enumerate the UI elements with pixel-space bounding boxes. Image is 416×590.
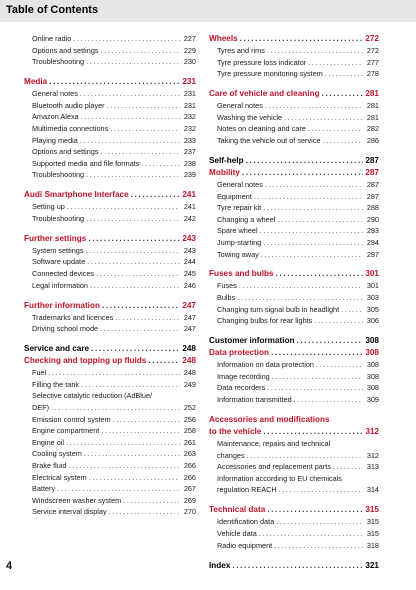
toc-entry[interactable]: Tyre pressure loss indicator ..... 277 (209, 57, 379, 69)
toc-entry[interactable]: Connected devices ..... 245 (24, 268, 196, 280)
toc-entry[interactable]: Bluetooth audio player ..... 231 (24, 100, 196, 112)
toc-entry[interactable]: Bulbs ..... 303 (209, 292, 379, 304)
toc-section-heading[interactable]: Wheels ..... 272 (209, 33, 379, 45)
toc-entry[interactable]: Changing a wheel ..... 290 (209, 214, 379, 226)
toc-entry[interactable]: Maintenance, repairs and technical (217, 439, 331, 449)
toc-entry[interactable]: Taking the vehicle out of service ..... 286 (209, 135, 379, 147)
toc-entry[interactable]: Data recorders ..... 308 (209, 382, 379, 394)
toc-entry[interactable]: Spare wheel ..... 293 (209, 225, 379, 237)
toc-section-heading[interactable]: Audi Smartphone Interface ..... 241 (24, 189, 196, 201)
toc-entry[interactable]: Equipment ..... 287 (209, 191, 379, 203)
toc-entry[interactable]: Options and settings ..... 229 (24, 45, 196, 57)
toc-entry[interactable]: Windscreen washer system ..... 269 (24, 495, 196, 507)
toc-chapter-heading[interactable]: Customer information ..... 308 (209, 335, 379, 347)
toc-entry[interactable]: Changing turn signal bulb in headlight ..... 305 (209, 304, 379, 316)
toc-entry[interactable]: Information on data protection ..... 308 (209, 359, 379, 371)
page-number: 4 (6, 560, 13, 572)
toc-entry[interactable]: Washing the vehicle ..... 281 (209, 112, 379, 124)
toc-entry[interactable]: Multimedia connections ..... 232 (24, 123, 196, 135)
toc-entry[interactable]: Troubleshooting ..... 239 (24, 169, 196, 181)
toc-section-heading[interactable]: Further information ..... 247 (24, 300, 196, 312)
toc-entry[interactable]: Amazon Alexa ..... 232 (24, 111, 196, 123)
toc-entry[interactable]: Notes on cleaning and care ..... 282 (209, 123, 379, 135)
toc-entry[interactable]: Playing media ..... 233 (24, 135, 196, 147)
toc-entry[interactable]: General notes ..... 287 (209, 179, 379, 191)
toc-section-heading[interactable]: Data protection ..... 308 (209, 347, 379, 359)
toc-entry[interactable]: Cooling system ..... 263 (24, 448, 196, 460)
toc-entry[interactable]: Electrical system ..... 266 (24, 472, 196, 484)
toc-entry[interactable]: Tyre repair kit ..... 288 (209, 202, 379, 214)
toc-entry[interactable]: Troubleshooting ..... 242 (24, 213, 196, 225)
toc-section-heading[interactable]: Fuses and bulbs ..... 301 (209, 268, 379, 280)
toc-entry[interactable]: Fuel ..... 248 (24, 367, 196, 379)
toc-entry[interactable]: Battery ..... 267 (24, 483, 196, 495)
toc-entry[interactable]: Filling the tank ..... 249 (24, 379, 196, 391)
toc-entry[interactable]: Towing away ..... 297 (209, 249, 379, 261)
toc-entry[interactable]: Trademarks and licences ..... 247 (24, 312, 196, 324)
toc-entry[interactable]: Online radio ..... 227 (24, 33, 196, 45)
toc-section-heading[interactable]: Accessories and modifications (209, 415, 330, 425)
toc-entry-continued[interactable]: regulation REACH ..... 314 (209, 484, 379, 496)
toc-entry[interactable]: Options and settings ..... 237 (24, 146, 196, 158)
toc-entry[interactable]: Software update ..... 244 (24, 256, 196, 268)
toc-entry[interactable]: Supported media and file formats ..... 238 (24, 158, 196, 170)
toc-entry[interactable]: Tyres and rims ..... 272 (209, 45, 379, 57)
toc-entry[interactable]: Tyre pressure monitoring system ..... 278 (209, 68, 379, 80)
toc-section-heading-continued[interactable]: to the vehicle ..... 312 (209, 426, 379, 438)
toc-entry[interactable]: Fuses ..... 301 (209, 280, 379, 292)
toc-entry[interactable]: Information according to EU chemicals (217, 473, 342, 483)
toc-section-heading[interactable]: Care of vehicle and cleaning ..... 281 (209, 88, 379, 100)
toc-section-heading[interactable]: Media ..... 231 (24, 76, 196, 88)
toc-entry[interactable]: Changing bulbs for rear lights ..... 306 (209, 315, 379, 327)
toc-entry[interactable]: Engine compartment ..... 258 (24, 425, 196, 437)
toc-entry[interactable]: Legal information ..... 246 (24, 280, 196, 292)
toc-entry[interactable]: System settings ..... 243 (24, 245, 196, 257)
toc-column-left (24, 33, 196, 518)
toc-chapter-heading[interactable]: Self-help ..... 287 (209, 155, 379, 167)
toc-chapter-heading[interactable]: Index ..... 321 (209, 560, 379, 572)
toc-entry-continued[interactable]: changes ..... 312 (209, 450, 379, 462)
toc-entry[interactable]: Brake fluid ..... 266 (24, 460, 196, 472)
toc-entry[interactable]: Vehicle data ..... 315 (209, 528, 379, 540)
page-header (0, 0, 416, 22)
toc-entry-continued[interactable]: DEF) ..... 252 (24, 402, 196, 414)
page-title: Table of Contents (6, 4, 99, 16)
toc-section-heading[interactable]: Further settings ..... 243 (24, 233, 196, 245)
toc-entry[interactable]: Information transmitted ..... 309 (209, 394, 379, 406)
toc-chapter-heading[interactable]: Service and care ..... 248 (24, 343, 196, 355)
toc-entry[interactable]: Troubleshooting ..... 230 (24, 56, 196, 68)
toc-entry[interactable]: Driving school mode ..... 247 (24, 323, 196, 335)
toc-entry[interactable]: Engine oil ..... 261 (24, 437, 196, 449)
toc-entry[interactable]: Selective catalytic reduction (AdBlue/ (32, 391, 153, 401)
toc-entry[interactable]: Jump-starting ..... 294 (209, 237, 379, 249)
toc-entry[interactable]: Radio equipment ..... 318 (209, 540, 379, 552)
toc-entry[interactable]: General notes ..... 231 (24, 88, 196, 100)
toc-entry[interactable]: Accessories and replacement parts ..... 313 (209, 461, 379, 473)
toc-entry[interactable]: Setting up ..... 241 (24, 201, 196, 213)
toc-entry[interactable]: Identification data ..... 315 (209, 516, 379, 528)
toc-entry[interactable]: Emission control system ..... 256 (24, 414, 196, 426)
toc-entry[interactable]: Service interval display ..... 270 (24, 506, 196, 518)
toc-section-heading[interactable]: Mobility ..... 287 (209, 167, 379, 179)
toc-section-heading[interactable]: Technical data ..... 315 (209, 504, 379, 516)
toc-section-heading[interactable]: Checking and topping up fluids ..... 248 (24, 355, 196, 367)
toc-entry[interactable]: General notes ..... 281 (209, 100, 379, 112)
toc-entry[interactable]: Image recording ..... 308 (209, 371, 379, 383)
toc-column-right (209, 33, 379, 572)
